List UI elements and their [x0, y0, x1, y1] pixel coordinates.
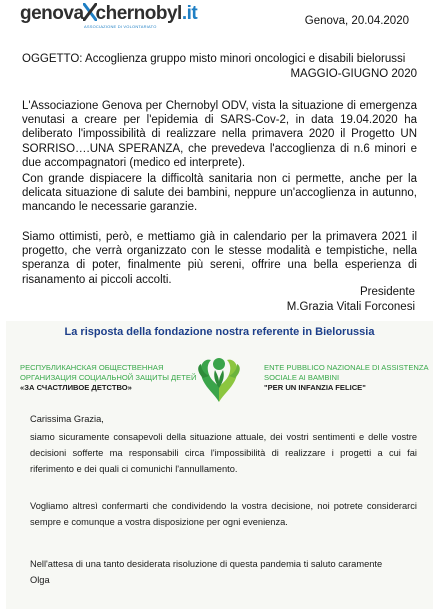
body-paragraph: Siamo ottimisti, però, e mettiamo già in calendario per la primavera 2021 il progetto, che verrà organizzato con le stesse modalità e tempistiche, nella speranza di poter, finalmente più sereni, offrire una bella esperienza di risanamento ai piccoli accolti. [22, 231, 417, 286]
it-org-motto: "PER UN INFANZIA FELICE" [264, 383, 366, 392]
association-logo[interactable] [20, 2, 197, 32]
italian-organization-name [264, 363, 429, 393]
logo-tagline: ASSOCIAZIONE DI VOLONTARIATO [84, 24, 157, 29]
reply-section-title: La risposta della fondazione nostra referente in Bielorussia [64, 326, 375, 338]
signature-block [287, 285, 415, 314]
subject-line [22, 52, 417, 82]
reply-signature: Olga [30, 575, 50, 585]
logo-tld: .it [181, 3, 198, 24]
reply-closing-block [30, 556, 417, 588]
it-org-line: ENTE PUBBLICO NAZIONALE DI ASSISTENZA [264, 363, 429, 372]
signature-name: M.Grazia Vitali Forconesi [286, 300, 415, 313]
ru-org-motto: «ЗА СЧАСТЛИВОЕ ДЕТСТВО» [20, 383, 132, 392]
it-org-line: SOCIALE AI BAMBINI [264, 373, 340, 382]
logo-brand-left: genova [20, 3, 84, 24]
subject-period: MAGGIO-GIUGNO 2020 [290, 68, 417, 80]
russian-organization-name [20, 363, 196, 393]
logo-x-icon [83, 3, 97, 21]
ru-org-line: РЕСПУБЛИКАНСКАЯ ОБЩЕСТВЕННАЯ [20, 363, 164, 372]
logo-brand-right: chernobyl [95, 3, 182, 24]
body-paragraph: L'Associazione Genova per Chernobyl ODV, vista la situazione di emergenza venutasi a creare per l'epidemia di SARS-Cov-2, in data 19.04.2020 ha deliberato l'impossibilità di realizzare nella primavera 2020 il Progetto UN SORRISO….UNA SPERANZA, che prevedeva l'accoglienza di n.6 minori e due accompagnatori (medico ed interprete). [22, 100, 417, 169]
reply-paragraph: Vogliamo altresì confermarti che condividendo la vostra decisione, noi potrete considerarci sempre e comunque a vostra disposizione per ogni evenienza. [30, 501, 417, 527]
reply-greeting: Carissima Grazia, [30, 414, 104, 424]
subject-text: OGGETTO: Accoglienza gruppo misto minori oncologici e disabili bielorussi [22, 53, 406, 65]
signature-role: Presidente [360, 286, 415, 298]
body-paragraph: Con grande dispiacere la difficoltà sanitaria non ci permette, anche per la delicata situazione di salute dei bambini, neppure un'accoglienza in autunno, mancando le necessarie garanzie. [22, 173, 417, 214]
foundation-emblem-icon [193, 352, 245, 404]
reply-paragraph: Nell'attesa di una tanto desiderata risoluzione di questa pandemia ti saluto caramente [30, 559, 383, 569]
letter-date: Genova, 20.04.2020 [304, 15, 409, 27]
ru-org-line: ОРГАНИЗАЦИЯ СОЦИАЛЬНОЙ ЗАЩИТЫ ДЕТЕЙ [20, 373, 197, 382]
reply-paragraph: siamo sicuramente consapevoli della situazione attuale, dei vostri sentimenti e delle vostre decisioni sofferte ma responsabili circa l'impossibilità di realizzare i progetti a cui fai riferimento e dei quali ci comunichi l'annullamento. [30, 432, 417, 474]
